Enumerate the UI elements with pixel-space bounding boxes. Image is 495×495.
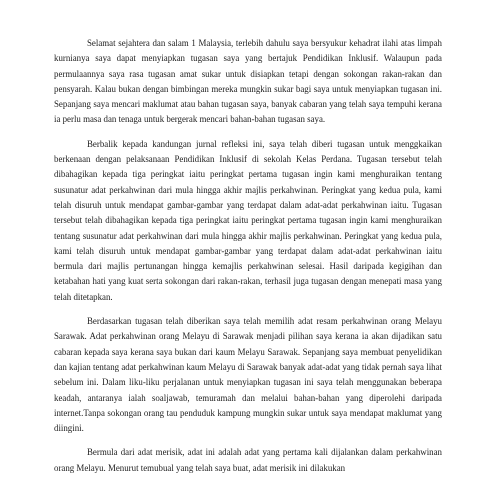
paragraph-merisik: Bermula dari adat merisik, adat ini adalah adat yang pertama kali dijalankan dalam perkahwinan orang Melayu. Menurut temubual yang telah saya buat, adat merisik ini dilakukan (54, 447, 442, 473)
document-page (54, 36, 442, 485)
paragraph-intro: Selamat sejahtera dan salam 1 Malaysia, terlebih dahulu saya bersyukur kehadrat ilahi atas limpah kurnianya saya dapat menyiapkan tugasan saya yang bertajuk Pendidikan Inklusif. Walaupun pada permulaannya saya rasa tugasan amat sukar untuk disiapkan tetapi dengan sokongan rakan-rakan dan pensyarah. Kalau bukan dengan bimbingan mereka mungkin sukar bagi saya untuk menyiapkan tugasan ini. Sepanjang saya mencari maklumat atau bahan tugasan saya, banyak cabaran yang telah saya tempuhi kerana ia perlu masa dan tenaga untuk bergerak mencari bahan-bahan tugasan saya. (54, 38, 442, 125)
paragraph-task: Berdasarkan tugasan telah diberikan saya telah memilih adat resam perkahwinan orang Melayu Sarawak. Adat perkahwinan orang Melayu di Sarawak menjadi pilihan saya kerana ia akan dijadikan satu cabaran kepada saya kerana saya bukan dari kaum Melayu Sarawak. Sepanjang saya membuat penyelidikan dan kajian tentang adat perkahwinan kaum Melayu di Sarawak banyak adat-adat yang tidak pernah saya lihat sebelum ini. Dalam liku-liku perjalanan untuk menyiapkan tugasan ini saya telah menggunakan beberapa keadah, antaranya ialah soaljawab, temuramah dan melalui bahan-bahan yang diperolehi daripada internet.Tanpa sokongan orang tau penduduk kampung mungkin sukar untuk saya mendapat maklumat yang diingini. (54, 316, 442, 434)
paragraph-reflection: Berbalik kepada kandungan jurnal refleksi ini, saya telah diberi tugasan untuk menggkaikan berkenaan dengan pelaksanaan Pendidikan Inklusif di sekolah Kelas Perdana. Tugasan tersebut telah dibahagikan kepada tiga peringkat iaitu peringkat pertama tugasan ingin kami menghuraikan tentang susunatur adat perkahwinan dari mula hingga akhir majlis perkahwinan. Peringkat yang kedua pula, kami telah disuruh untuk mendapat gambar-gambar yang terdapat dalam adat-adat perkahwinan iaitu. Tugasan tersebut telah dibahagikan kepada tiga peringkat iaitu peringkat pertama tugasan ingin kami menghuraikan tentang susunatur adat perkahwinan dari mula hingga akhir majlis perkahwinan. Peringkat yang kedua pula, kami telah disuruh untuk mendapat gambar-gambar yang terdapat dalam adat-adat perkahwinan iaitu bermula dari majlis pertunangan hingga kemajlis perkahwinan selesai. Hasil daripada kegigihan dan ketabahan hati yang kuat serta sokongan dari rakan-rakan, terhasil juga tugasan dengan menepati masa yang telah ditetapkan. (54, 138, 442, 302)
